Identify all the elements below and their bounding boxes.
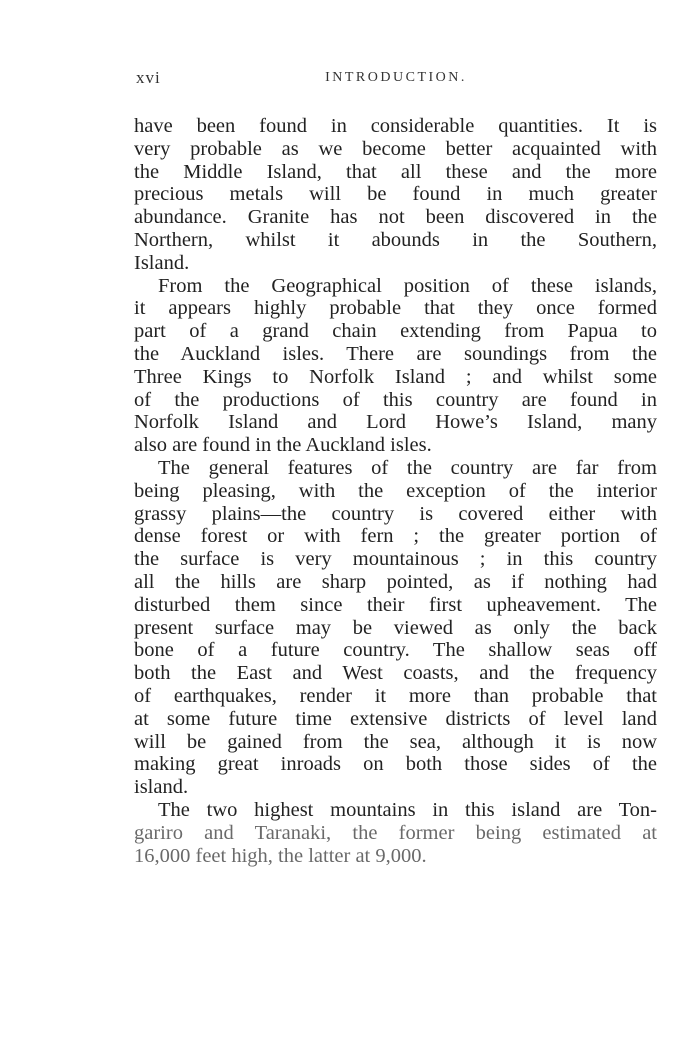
- text-line: the surface is very mountainous ; in this country: [134, 548, 657, 571]
- body-text: [134, 115, 657, 867]
- paragraph-features: [134, 457, 657, 799]
- page-number: xvi: [136, 68, 161, 87]
- text-line: present surface may be viewed as only the back: [134, 616, 657, 639]
- text-line: also are found in the Auckland isles.: [134, 434, 432, 457]
- text-line: Island.: [134, 251, 190, 274]
- text-line: 16,000 feet high, the latter at 9,000.: [134, 844, 427, 867]
- paragraph-geography: [134, 275, 657, 457]
- text-line: Three Kings to Norfolk Island ; and whilst some: [134, 365, 657, 388]
- paragraph-mountains: [134, 799, 657, 867]
- text-line: Northern, whilst it abounds in the Southern,: [134, 228, 657, 251]
- text-line: From the Geographical position of these islands,: [158, 274, 657, 297]
- text-line: dense forest or with fern ; the greater portion of: [134, 525, 657, 548]
- text-line: grassy plains—the country is covered either with: [134, 502, 657, 525]
- text-line: disturbed them since their first upheavement. The: [134, 593, 657, 616]
- text-line: gariro and Taranaki, the former being estimated at: [134, 821, 657, 844]
- text-line: of earthquakes, render it more than probable that: [134, 684, 657, 707]
- text-line: The general features of the country are far from: [158, 456, 657, 479]
- text-line: The two highest mountains in this island are Ton-: [158, 798, 657, 821]
- text-line: the Middle Island, that all these and the more: [134, 160, 657, 183]
- page-header: [136, 68, 656, 92]
- text-line: all the hills are sharp pointed, as if nothing had: [134, 570, 657, 593]
- text-line: precious metals will be found in much greater: [134, 183, 657, 206]
- text-line: bone of a future country. The shallow seas off: [134, 639, 657, 662]
- text-line: Norfolk Island and Lord Howe’s Island, many: [134, 411, 657, 434]
- paragraph-minerals: [134, 115, 657, 275]
- text-line: both the East and West coasts, and the frequency: [134, 662, 657, 685]
- text-line: at some future time extensive districts of level land: [134, 707, 657, 730]
- text-line: very probable as we become better acquainted with: [134, 137, 657, 160]
- text-line: abundance. Granite has not been discovered in the: [134, 206, 657, 229]
- text-line: being pleasing, with the exception of the interior: [134, 479, 657, 502]
- text-line: it appears highly probable that they once formed: [134, 297, 657, 320]
- text-line: island.: [134, 776, 189, 799]
- text-line: of the productions of this country are found in: [134, 388, 657, 411]
- text-line: part of a grand chain extending from Papua to: [134, 320, 657, 343]
- text-line: the Auckland isles. There are soundings from the: [134, 342, 657, 365]
- text-line: have been found in considerable quantities. It is: [134, 115, 657, 137]
- text-line: making great inroads on both those sides of the: [134, 753, 657, 776]
- running-head: INTRODUCTION.: [325, 70, 467, 85]
- text-line: will be gained from the sea, although it is now: [134, 730, 657, 753]
